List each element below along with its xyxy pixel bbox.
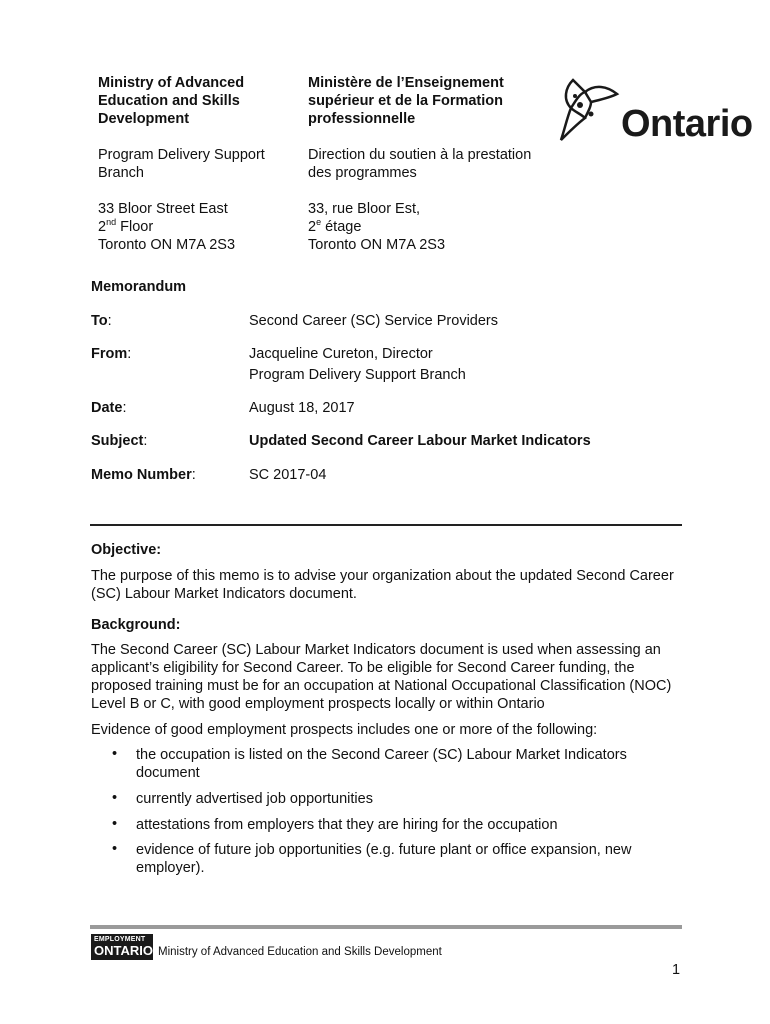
employment-ontario-logo (91, 934, 153, 960)
background-heading: Background: (91, 617, 181, 633)
ministry-name-fr-line: Ministère de l’Enseignement (308, 75, 504, 91)
memo-title: Memorandum (91, 279, 187, 295)
eo-logo-top: EMPLOYMENT (94, 936, 146, 943)
footer-ministry-text: Ministry of Advanced Education and Skills Development (158, 946, 442, 958)
floor-word: Floor (116, 219, 154, 235)
bullet-marker: • (112, 790, 118, 806)
memo-number-value: SC 2017-04 (249, 467, 327, 483)
date-label-text: Date (91, 400, 123, 416)
address-fr-floor (308, 218, 558, 236)
from-label-text: From (91, 346, 128, 362)
memo-number-label (91, 467, 196, 483)
list-item: evidence of future job opportunities (e.g. future plant or office expansion, new employer). (136, 842, 632, 876)
ministry-name-en-line: Ministry of Advanced (98, 75, 245, 91)
colon: : (127, 346, 132, 362)
branch-name-fr-line: des programmes (308, 165, 417, 181)
subject-label-text: Subject (91, 433, 144, 449)
from-name: Jacqueline Cureton, Director (249, 346, 433, 362)
branch-name-fr (308, 146, 558, 182)
address-fr-street: 33, rue Bloor Est, (308, 201, 421, 217)
floor-number: 2 (308, 219, 317, 235)
memo-to-label (91, 313, 112, 329)
from-branch: Program Delivery Support Branch (249, 367, 466, 383)
ontario-logo (555, 74, 753, 150)
floor-suffix: e (316, 217, 322, 228)
page-number: 1 (672, 962, 681, 978)
ministry-name-fr-line: professionnelle (308, 111, 416, 127)
bullet-marker: • (112, 841, 118, 857)
memo-to-value: Second Career (SC) Service Providers (249, 313, 499, 329)
ontario-wordmark: Ontario (621, 103, 753, 145)
address-en-street: 33 Bloor Street East (98, 201, 228, 217)
address-en (98, 200, 288, 254)
floor-suffix: nd (106, 217, 117, 228)
trillium-icon (555, 74, 621, 144)
memo-date-label (91, 400, 126, 416)
evidence-text: Evidence of good employment prospects includes one or more of the following: (91, 722, 598, 738)
branch-name-fr-line: Direction du soutien à la prestation (308, 147, 532, 163)
branch-name-en-line: Branch (98, 165, 144, 181)
eo-logo-bottom: ONTARIO (94, 943, 153, 958)
background-text: The Second Career (SC) Labour Market Indicators document is used when assessing an applicant’s eligibility for Second Career. To be eligible for Second Career funding, the proposed training must be for an occupation at National Occupational Classification (NOC) Level B or C, with good employment prospects locally or within Ontario (91, 642, 672, 712)
colon: : (191, 467, 196, 483)
floor-number: 2 (98, 219, 107, 235)
bullet-marker: • (112, 816, 118, 832)
list-item: currently advertised job opportunities (136, 791, 373, 807)
memo-number-label-text: Memo Number (91, 467, 192, 483)
ministry-name-en (98, 74, 288, 128)
memo-date-value: August 18, 2017 (249, 400, 355, 416)
address-en-floor (98, 218, 288, 236)
floor-word: étage (321, 219, 362, 235)
memo-subject-label (91, 433, 147, 449)
ministry-name-en-line: Development (98, 111, 190, 127)
ministry-name-en-line: Education and Skills (98, 93, 240, 109)
list-item: the occupation is listed on the Second Career (SC) Labour Market Indicators document (136, 747, 627, 781)
colon: : (122, 400, 127, 416)
memo-subject-value: Updated Second Career Labour Market Indicators (249, 433, 591, 449)
header-divider (90, 524, 682, 526)
footer-divider (90, 925, 682, 929)
memo-from-value (249, 344, 466, 386)
objective-text: The purpose of this memo is to advise your organization about the updated Second Career (SC) Labour Market Indicators document. (91, 568, 674, 602)
bullet-marker: • (112, 746, 118, 762)
address-fr (308, 200, 558, 254)
branch-name-en (98, 146, 288, 182)
colon: : (107, 313, 112, 329)
memo-from-label (91, 346, 131, 362)
ministry-name-fr (308, 74, 558, 128)
to-label-text: To (91, 313, 108, 329)
list-item: attestations from employers that they are hiring for the occupation (136, 817, 558, 833)
ministry-name-fr-line: supérieur et de la Formation (308, 93, 503, 109)
objective-heading: Objective: (91, 542, 162, 558)
address-en-city: Toronto ON M7A 2S3 (98, 237, 236, 253)
address-fr-city: Toronto ON M7A 2S3 (308, 237, 446, 253)
colon: : (143, 433, 148, 449)
branch-name-en-line: Program Delivery Support (98, 147, 265, 163)
